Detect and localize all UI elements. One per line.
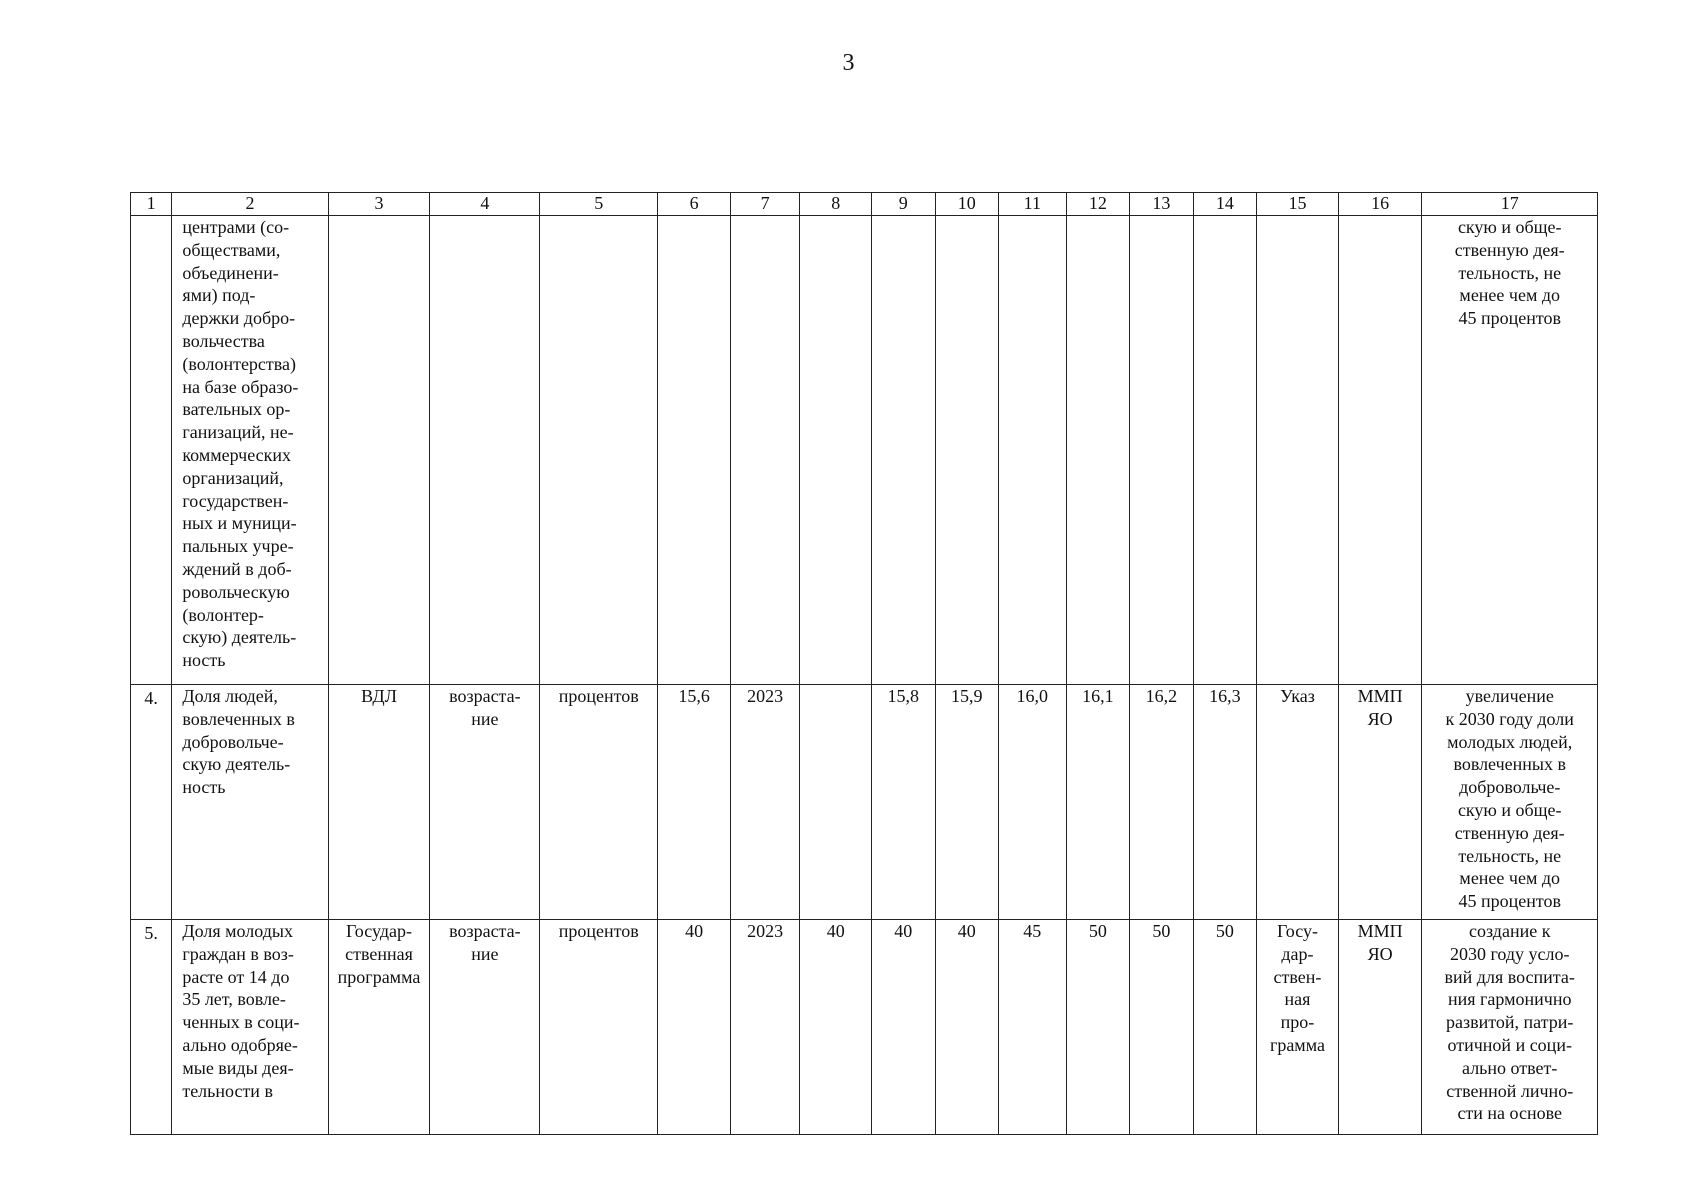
page-number: 3 [842, 50, 855, 76]
value-cell [872, 216, 936, 685]
goal-link-cell: скую и обще- ственную дея- тельность, не менее чем до 45 процентов [1422, 216, 1598, 685]
value-cell: 45 [999, 920, 1067, 1135]
document-cell: Госу- дар- ствен- ная про- грамма [1257, 920, 1339, 1135]
header-cell: 6 [658, 193, 731, 216]
trend-cell: возраста- ние [430, 920, 540, 1135]
value-cell [999, 216, 1067, 685]
header-cell: 15 [1257, 193, 1339, 216]
row-number-cell [131, 216, 172, 685]
header-cell: 11 [999, 193, 1067, 216]
document-cell: Указ [1257, 685, 1339, 920]
value-cell: 50 [1193, 920, 1257, 1135]
row-number-cell: 5. [131, 920, 172, 1135]
value-cell [800, 685, 872, 920]
header-cell: 4 [430, 193, 540, 216]
header-cell: 14 [1193, 193, 1257, 216]
header-cell: 9 [872, 193, 936, 216]
value-cell: 15,9 [935, 685, 999, 920]
header-row [131, 193, 1598, 216]
goal-link-cell: создание к 2030 году усло- вий для воспита- ния гармонично развитой, патри- отичной и соци- ально ответ- ственной лично- сти на основе [1422, 920, 1598, 1135]
header-cell: 3 [328, 193, 430, 216]
indicators-table [130, 192, 1598, 1135]
indicator-name-cell: центрами (со- обществами, объединени- ями) под- держки добро- вольчества (волонтерства) на базе образо- вательных ор- ганизаций, не- коммерческих организаций, государствен- ных и муници- пальных учре- ждений в доб- ровольческую (волонтер- скую) деятель- ность [172, 216, 328, 685]
header-cell: 5 [540, 193, 658, 216]
row-number-cell: 4. [131, 685, 172, 920]
table-row [131, 685, 1598, 920]
value-cell: 40 [935, 920, 999, 1135]
document-cell [1257, 216, 1339, 685]
value-cell: 40 [800, 920, 872, 1135]
indicator-name-cell: Доля молодых граждан в воз- расте от 14 до 35 лет, вовле- ченных в соци- ально одобряе- мые виды дея- тельности в [172, 920, 328, 1135]
base-year-cell: 2023 [730, 920, 800, 1135]
header-cell: 8 [800, 193, 872, 216]
value-cell [1130, 216, 1194, 685]
value-cell [1066, 216, 1130, 685]
value-cell: 16,3 [1193, 685, 1257, 920]
goal-link-cell: увеличение к 2030 году доли молодых людей, вовлеченных в добровольче- скую и обще- ственную дея- тельность, не менее чем до 45 процентов [1422, 685, 1598, 920]
value-cell: 50 [1130, 920, 1194, 1135]
indicator-level-cell [328, 216, 430, 685]
table-row [131, 216, 1598, 685]
responsible-cell [1338, 216, 1422, 685]
trend-cell [430, 216, 540, 685]
value-cell: 15,8 [872, 685, 936, 920]
value-cell: 16,0 [999, 685, 1067, 920]
header-cell: 2 [172, 193, 328, 216]
indicator-name-cell: Доля людей, вовлеченных в добровольче- скую деятель- ность [172, 685, 328, 920]
value-cell: 16,2 [1130, 685, 1194, 920]
indicator-level-cell: Государ- ственная программа [328, 920, 430, 1135]
base-year-cell: 2023 [730, 685, 800, 920]
table-row [131, 920, 1598, 1135]
base-value-cell: 40 [658, 920, 731, 1135]
value-cell [800, 216, 872, 685]
header-cell: 10 [935, 193, 999, 216]
header-cell: 7 [730, 193, 800, 216]
responsible-cell: ММП ЯО [1338, 920, 1422, 1135]
indicator-level-cell: ВДЛ [328, 685, 430, 920]
header-cell: 17 [1422, 193, 1598, 216]
unit-cell: процентов [540, 685, 658, 920]
value-cell: 40 [872, 920, 936, 1135]
value-cell [935, 216, 999, 685]
header-cell: 1 [131, 193, 172, 216]
base-value-cell [658, 216, 731, 685]
value-cell [1193, 216, 1257, 685]
header-cell: 13 [1130, 193, 1194, 216]
responsible-cell: ММП ЯО [1338, 685, 1422, 920]
unit-cell: процентов [540, 920, 658, 1135]
header-cell: 16 [1338, 193, 1422, 216]
trend-cell: возраста- ние [430, 685, 540, 920]
value-cell: 50 [1066, 920, 1130, 1135]
base-value-cell: 15,6 [658, 685, 731, 920]
unit-cell [540, 216, 658, 685]
header-cell: 12 [1066, 193, 1130, 216]
value-cell: 16,1 [1066, 685, 1130, 920]
base-year-cell [730, 216, 800, 685]
